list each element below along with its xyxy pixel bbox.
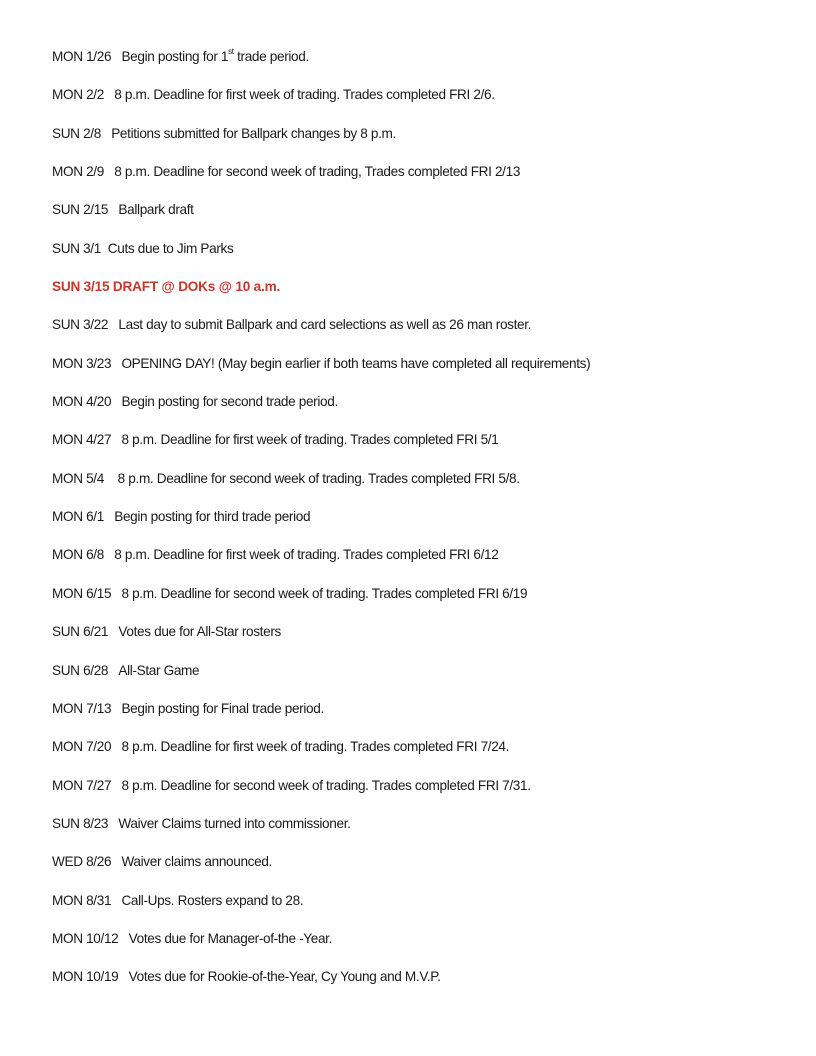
entry-date: MON 4/27 — [52, 432, 112, 448]
entry-date: MON 6/1 — [52, 509, 104, 525]
schedule-entry — [52, 853, 772, 891]
schedule-entry — [52, 86, 772, 124]
schedule-entry — [52, 738, 772, 776]
schedule-entry — [52, 355, 772, 393]
entry-description: 8 p.m. Deadline for second week of trading, Trades completed FRI 2/13 — [114, 164, 521, 180]
entry-description: DRAFT @ DOKs @ 10 a.m. — [112, 279, 281, 295]
schedule-entry — [52, 662, 772, 700]
entry-description — [121, 49, 308, 64]
entry-date: SUN 6/21 — [52, 624, 109, 640]
entry-date: SUN 2/15 — [52, 202, 109, 218]
entry-description: Petitions submitted for Ballpark changes by 8 p.m. — [111, 125, 396, 141]
schedule-entry — [52, 201, 772, 239]
entry-description: 8 p.m. Deadline for first week of trading. Trades completed FRI 2/6. — [114, 87, 495, 103]
entry-date: MON 7/20 — [52, 739, 112, 755]
schedule-entry — [52, 48, 772, 86]
schedule-entry — [52, 892, 772, 930]
entry-description: Cuts due to Jim Parks — [107, 240, 234, 256]
schedule-entry — [52, 316, 772, 354]
entry-date: MON 5/4 — [52, 470, 104, 486]
schedule-entry — [52, 546, 772, 584]
entry-description: Begin posting for second trade period. — [121, 394, 338, 410]
ordinal-suffix: st — [228, 47, 234, 57]
entry-description: 8 p.m. Deadline for second week of trading. Trades completed FRI 5/8. — [117, 470, 520, 486]
entry-date: MON 2/9 — [52, 164, 104, 180]
entry-date: SUN 2/8 — [52, 125, 101, 141]
schedule-entry — [52, 470, 772, 508]
entry-description: Call-Ups. Rosters expand to 28. — [121, 892, 304, 908]
entry-description: Votes due for All-Star rosters — [118, 624, 281, 640]
schedule-entry — [52, 815, 772, 853]
entry-description: 8 p.m. Deadline for second week of trading. Trades completed FRI 7/31. — [121, 777, 531, 793]
schedule-entry — [52, 431, 772, 469]
schedule-list — [52, 48, 772, 1007]
entry-description: Begin posting for third trade period — [114, 509, 311, 525]
entry-description: 8 p.m. Deadline for first week of trading. Trades completed FRI 6/12 — [114, 547, 499, 563]
entry-date: MON 10/19 — [52, 969, 119, 985]
entry-text: trade period. — [233, 49, 309, 64]
entry-description: Ballpark draft — [118, 202, 194, 218]
entry-description: 8 p.m. Deadline for first week of trading. Trades completed FRI 7/24. — [121, 739, 510, 755]
entry-description: 8 p.m. Deadline for second week of trading. Trades completed FRI 6/19 — [121, 585, 528, 601]
entry-description: Waiver claims announced. — [121, 854, 272, 870]
entry-date: MON 2/2 — [52, 87, 104, 103]
entry-date: SUN 8/23 — [52, 815, 109, 831]
entry-description: Last day to submit Ballpark and card selections as well as 26 man roster. — [118, 317, 532, 333]
schedule-entry — [52, 163, 772, 201]
entry-description: 8 p.m. Deadline for first week of trading. Trades completed FRI 5/1 — [121, 432, 499, 448]
entry-date: MON 7/13 — [52, 700, 112, 716]
entry-date: SUN 3/15 — [52, 279, 110, 295]
schedule-entry — [52, 240, 772, 278]
schedule-entry — [52, 393, 772, 431]
entry-date: MON 3/23 — [52, 355, 112, 371]
entry-date: MON 8/31 — [52, 892, 112, 908]
schedule-entry — [52, 125, 772, 163]
schedule-entry — [52, 930, 772, 968]
entry-description: Waiver Claims turned into commissioner. — [118, 815, 351, 831]
schedule-entry — [52, 777, 772, 815]
entry-description: Votes due for Manager-of-the -Year. — [128, 930, 333, 946]
entry-date: MON 1/26 — [52, 49, 112, 64]
entry-description: OPENING DAY! (May begin earlier if both teams have completed all requirements) — [121, 355, 591, 371]
entry-date: WED 8/26 — [52, 854, 112, 870]
schedule-entry — [52, 623, 772, 661]
entry-description: All-Star Game — [118, 662, 200, 678]
schedule-entry — [52, 585, 772, 623]
entry-date: SUN 3/22 — [52, 317, 109, 333]
entry-date: MON 10/12 — [52, 930, 119, 946]
entry-date: SUN 3/1 — [52, 240, 101, 256]
schedule-entry — [52, 968, 772, 1006]
entry-date: MON 6/15 — [52, 585, 112, 601]
schedule-entry — [52, 508, 772, 546]
entry-date: MON 6/8 — [52, 547, 104, 563]
entry-description: Votes due for Rookie-of-the-Year, Cy Young and M.V.P. — [128, 969, 441, 985]
entry-date: MON 4/20 — [52, 394, 112, 410]
schedule-entry — [52, 700, 772, 738]
entry-text: Begin posting for 1 — [121, 49, 229, 64]
schedule-entry-draft — [52, 278, 772, 316]
entry-description: Begin posting for Final trade period. — [121, 700, 324, 716]
entry-date: MON 7/27 — [52, 777, 112, 793]
entry-date: SUN 6/28 — [52, 662, 109, 678]
